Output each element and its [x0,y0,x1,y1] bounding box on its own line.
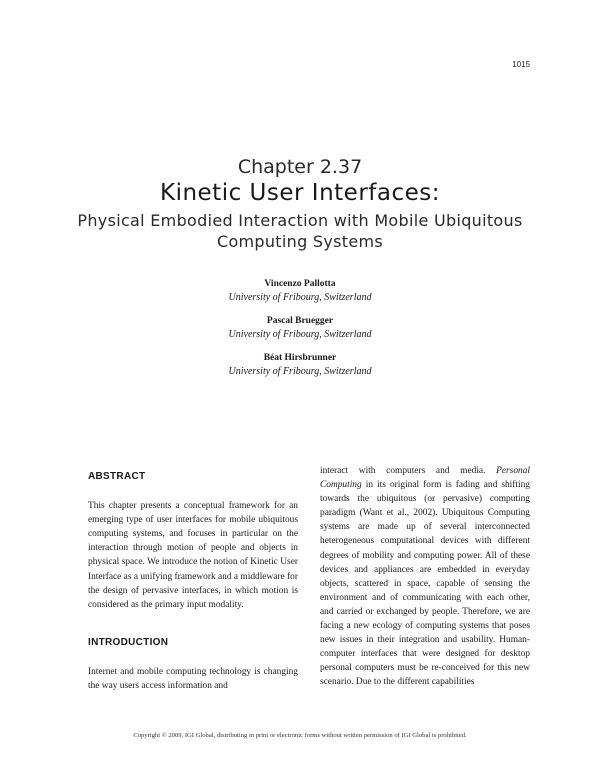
author-entry [0,278,600,304]
author-affiliation: University of Fribourg, Switzerland [228,292,372,303]
author-affiliation: University of Fribourg, Switzerland [228,366,372,377]
abstract-text: This chapter presents a conceptual framework for an emerging type of user interfaces for mobile ubiquitous computing systems, and focuses in particular on the interaction through motion of people and objects in physical space. We introduce the notion of Kinetic User Interface as a unifying framework and a middleware for the design of pervasive interfaces, in which motion is considered as the primary input modality. [88,501,298,610]
text-run: in its original form is fading and shifting towards the ubiquitous (or pervasive) computing paradigm (Want et al., 2002). Ubiquitous Computing systems are made up of several interconnected heterogeneous computational devices with different degrees of mobility and computing power. All of these devices and appliances are embedded in everyday objects, scattered in space, capable of sensing the environment and of communicating with each other, and carried or exchanged by people. Therefore, we are facing a new ecology of computing systems that poses new issues in their integration and usability. Human-computer interfaces that were designed for desktop personal computers must be re-conceived for this new scenario. Due to the different capabilities [320,480,530,688]
author-entry [0,315,600,341]
chapter-label: Chapter 2.37 [237,156,363,178]
emphasized-term: Personal Computing [320,466,530,491]
author-affiliation: University of Fribourg, Switzerland [228,329,372,340]
title-block [0,156,600,252]
author-name: Vincenzo Pallotta [264,279,336,289]
right-column [320,466,530,714]
author-list [0,278,600,389]
author-name: Pascal Bruegger [266,316,334,326]
abstract-heading: ABSTRACT [88,471,146,482]
chapter-subtitle: Physical Embodied Interaction with Mobile Ubiquitous Computing Systems [77,211,523,251]
introduction-heading: INTRODUCTION [88,636,169,648]
author-name: Béat Hirsbrunner [263,353,337,363]
text-run: interact with computers and media. [320,466,497,476]
introduction-text: Internet and mobile computing technology is changing the way users access information and [88,666,298,692]
copyright-notice: Copyright © 2009, IGI Global, distributing in print or electronic forms without written permission of IGI Global is prohibited. [133,732,467,739]
right-column-text [320,464,530,690]
author-entry [0,352,600,378]
chapter-title: Kinetic User Interfaces: [159,180,440,206]
left-column [88,470,298,717]
page-number: 1015 [512,60,530,69]
